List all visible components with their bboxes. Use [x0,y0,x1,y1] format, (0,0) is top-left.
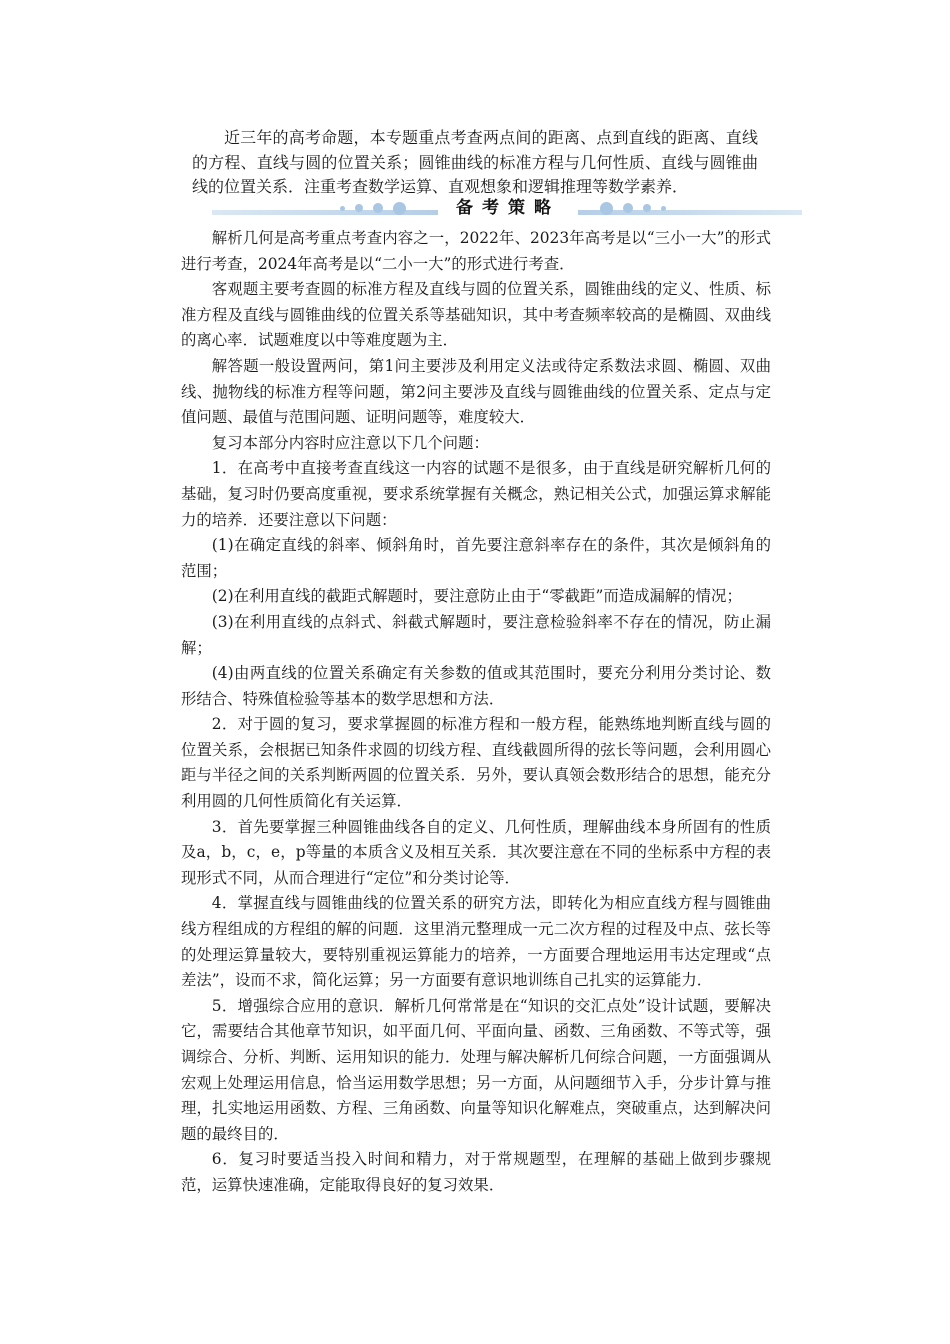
dot-icon [340,206,345,211]
paragraph: 6．复习时要适当投入时间和精力，对于常规题型，在理解的基础上做到步骤规范，运算快速准确，定能取得良好的复习效果． [181,1150,771,1194]
paragraph: 5．增强综合应用的意识．解析几何常常是在“知识的交汇点处”设计试题，要解决它，需要结合其他章节知识，如平面几何、平面向量、函数、三角函数、不等式等，强调综合、分析、判断、运用知识的能力．处理与解决解析几何综合问题，一方面强调从宏观上处理运用信息，恰当运用数学思想；另一方面，从问题细节入手，分步计算与推理，扎实地运用函数、方程、三角函数、向量等知识化解难点，突破重点，达到解决问题的最终目的． [181,996,771,1143]
dot-icon [661,206,666,211]
section-banner [212,196,802,222]
paragraph: 2．对于圆的复习，要求掌握圆的标准方程和一般方程，能熟练地判断直线与圆的位置关系，会根据已知条件求圆的切线方程、直线截圆所得的弦长等问题，会利用圆心距与半径之间的关系判断两圆的位置关系．另外，要认真领会数形结合的思想，能充分利用圆的几何性质简化有关运算． [181,715,771,811]
dot-icon [373,203,383,213]
banner-dots-right [600,200,666,216]
dot-icon [393,202,406,215]
section-title: 备考策略 [438,196,578,220]
dot-icon [623,203,633,213]
sub-item: (1)在确定直线的斜率、倾斜角时，首先要注意斜率存在的条件，其次是倾斜角的范围； [181,536,771,580]
paragraph: 解析几何是高考重点考查内容之一，2022年、2023年高考是以“三小一大”的形式进行考查，2024年高考是以“二小一大”的形式进行考查． [181,229,771,273]
sub-item: (4)由两直线的位置关系确定有关参数的值或其范围时，要充分利用分类讨论、数形结合、特殊值检验等基本的数学思想和方法． [181,664,771,708]
paragraph: 4．掌握直线与圆锥曲线的位置关系的研究方法，即转化为相应直线方程与圆锥曲线方程组成的方程组的解的问题．这里消元整理成一元二次方程的过程及中点、弦长等的处理运算量较大，要特别重视运算能力的培养，一方面要合理地运用韦达定理或“点差法”，设而不求，简化运算；另一方面要有意识地训练自己扎实的运算能力． [181,894,771,990]
paragraph: 1．在高考中直接考查直线这一内容的试题不是很多，由于直线是研究解析几何的基础，复习时仍要高度重视，要求系统掌握有关概念，熟记相关公式，加强运算求解能力的培养．还要注意以下问题： [181,459,771,529]
paragraph: 3．首先要掌握三种圆锥曲线各自的定义、几何性质，理解曲线本身所固有的性质及a，b，c，e，p等量的本质含义及相互关系．其次要注意在不同的坐标系中方程的表现形式不同，从而合理进行“定位”和分类讨论等． [181,817,771,887]
paragraph: 客观题主要考查圆的标准方程及直线与圆的位置关系，圆锥曲线的定义、性质、标准方程及直线与圆锥曲线的位置关系等基础知识，其中考查频率较高的是椭圆、双曲线的离心率．试题难度以中等难度题为主． [181,280,771,350]
paragraph: 复习本部分内容时应注意以下几个问题： [211,433,489,452]
dot-icon [355,204,363,212]
dot-icon [600,202,613,215]
intro-block [192,126,758,200]
sub-item: (2)在利用直线的截距式解题时，要注意防止由于“零截距”而造成漏解的情况； [211,587,742,606]
sub-item: (3)在利用直线的点斜式、斜截式解题时，要注意检验斜率不存在的情况，防止漏解； [181,612,771,657]
paragraph: 解答题一般设置两问，第1问主要涉及利用定义法或待定系数法求圆、椭圆、双曲线、抛物线的标准方程等问题，第2问主要涉及直线与圆锥曲线的位置关系、定点与定值问题、最值与范围问题、证明问题等，难度较大． [181,356,771,427]
intro-paragraph: 近三年的高考命题，本专题重点考查两点间的距离、点到直线的距离、直线的方程、直线与圆的位置关系；圆锥曲线的标准方程与几何性质、直线与圆锥曲线的位置关系．注重考查数学运算、直观想象和逻辑推理等数学素养． [192,128,758,196]
dot-icon [643,204,651,212]
banner-dots-left [340,200,406,216]
body-text [181,226,771,1199]
